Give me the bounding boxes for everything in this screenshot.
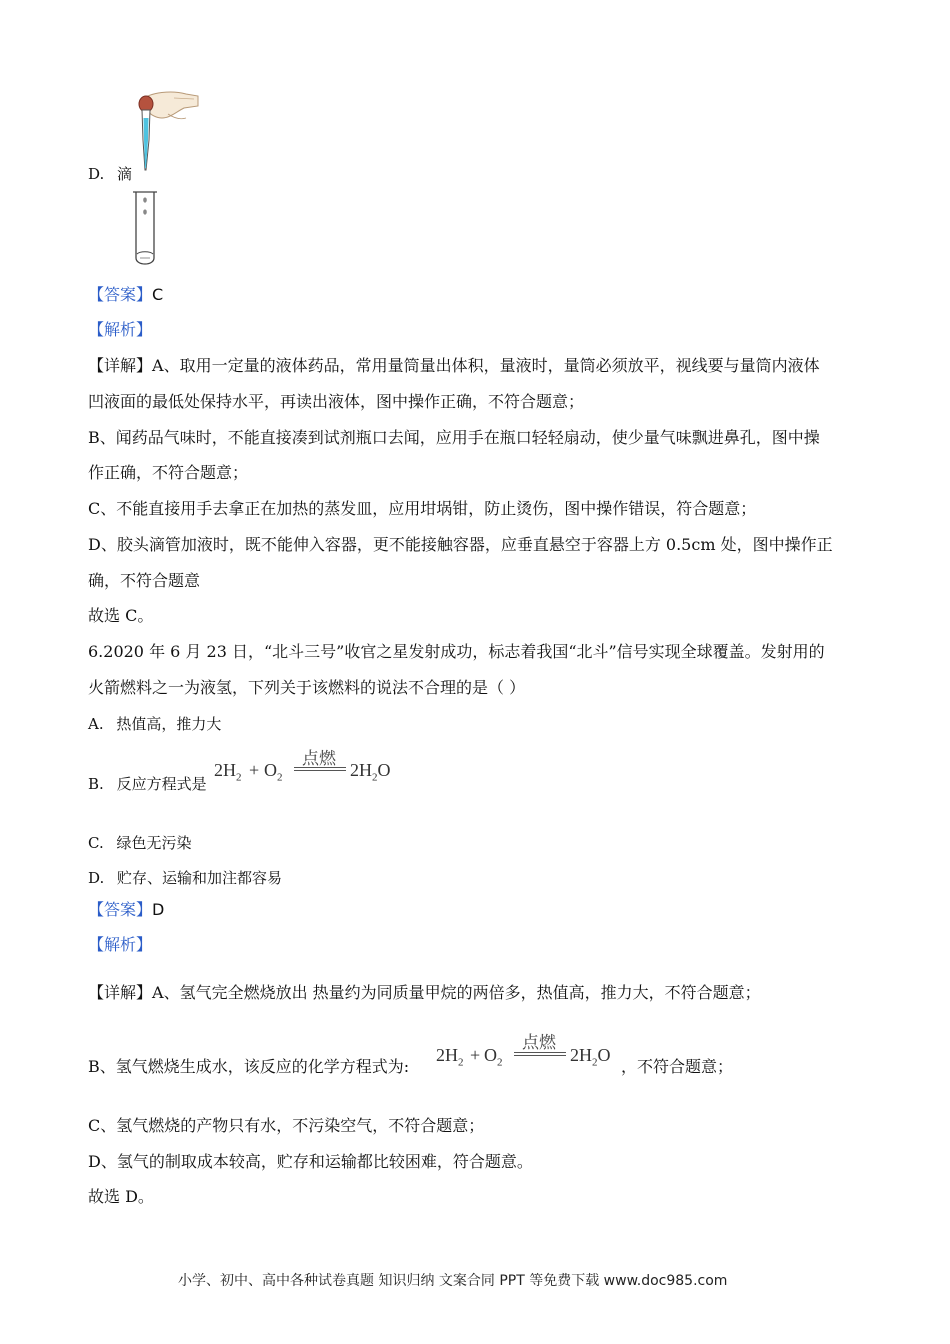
equation-lhs: [436, 1045, 464, 1069]
page-footer: 小学、初中、高中各种试卷真题 知识归纳 文案合同 PPT 等免费下载 www.doc985.com: [178, 1273, 728, 1289]
equation-rhs: [350, 760, 391, 784]
equation-double-bar-bottom: [294, 770, 346, 771]
q6-option-c: [88, 832, 192, 853]
lhs-coef: 2H: [214, 760, 236, 780]
detail-label: 【详解】: [88, 356, 153, 375]
q6-stem-line1: 6.2020 年 6 月 23 日，“北斗三号”收官之星发射成功，标志着我国“北斗”信号实现全球覆盖。发射用的: [88, 642, 825, 661]
o-symbol: O: [484, 1045, 497, 1065]
o-symbol: O: [264, 760, 277, 780]
lhs-sub: 2: [236, 771, 242, 784]
answer-value: D: [152, 900, 165, 919]
equation-condition: 点燃: [522, 1033, 556, 1052]
q6-analysis-label: 【解析】: [88, 935, 153, 954]
answer-label: 【答案】: [88, 285, 153, 304]
equation-lhs: [214, 760, 242, 784]
q5-answer: [88, 285, 163, 305]
equation-o2: [484, 1045, 503, 1069]
rhs-sub: 2: [592, 1056, 598, 1069]
rhs-tail: O: [597, 1045, 611, 1065]
equation-condition: 点燃: [302, 749, 336, 768]
equation-o2: [264, 760, 283, 784]
q6-option-d: [88, 867, 282, 888]
equation-plus: +: [470, 1045, 481, 1065]
option-text: 贮存、运输和加注都容易: [117, 869, 283, 887]
option-text: 热值高，推力大: [116, 715, 222, 733]
option-letter: D.: [88, 165, 105, 183]
q5-detail-b-line1: B、闻药品气味时，不能直接凑到试剂瓶口去闻，应用手在瓶口轻轻扇动，使少量气味飘进鼻孔，图中操: [88, 428, 820, 447]
equation-double-bar-top: [514, 1052, 566, 1053]
equation-double-bar-top: [294, 767, 346, 768]
q6-detail-d-line: D、氢气的制取成本较高，贮存和运输都比较困难，符合题意。: [88, 1152, 533, 1171]
option-letter: A.: [88, 715, 104, 733]
q6-detail-a-line: [88, 983, 761, 1003]
q5-detail-c-line: C、不能直接用手去拿正在加热的蒸发皿，应用坩埚钳，防止烫伤，图中操作错误，符合题意；: [88, 499, 757, 518]
rhs-tail: O: [377, 760, 391, 780]
q6-stem-line2: 火箭燃料之一为液氢，下列关于该燃料的说法不合理的是（ ）: [88, 678, 526, 697]
option-letter: C.: [88, 834, 104, 852]
q5-detail-b-line2: 作正确，不符合题意；: [88, 463, 249, 482]
q6-option-b: [88, 773, 207, 794]
q5-conclusion: 故选 C。: [88, 606, 154, 625]
option-text: 滴: [117, 165, 133, 183]
q5-detail-a-line1: [88, 356, 820, 376]
option-letter: B.: [88, 775, 104, 793]
q6-detail-c-line: C、氢气燃烧的产物只有水，不污染空气，不符合题意；: [88, 1116, 485, 1135]
q5-detail-d-line1: D、胶头滴管加液时，既不能伸入容器，更不能接触容器，应垂直悬空于容器上方 0.5cm 处，图中操作正: [88, 535, 833, 554]
equation-plus: +: [249, 760, 260, 780]
q5-detail-a-line2: 凹液面的最低处保持水平，再读出液体，图中操作正确，不符合题意；: [88, 392, 585, 411]
rhs-sub: 2: [372, 771, 378, 784]
lhs-sub: 2: [458, 1056, 464, 1069]
o-sub: 2: [277, 771, 283, 784]
q6-option-a: [88, 713, 221, 734]
detail-text: A、取用一定量的液体药品，常用量筒量出体积，量液时，量筒必须放平，视线要与量筒内液体: [152, 356, 820, 375]
rhs-coef: 2H: [350, 760, 372, 780]
q5-analysis-label: 【解析】: [88, 320, 153, 339]
equation-rhs: [570, 1045, 611, 1069]
equation-double-bar-bottom: [514, 1055, 566, 1056]
q6-detail-b-suffix: ，不符合题意；: [621, 1057, 734, 1076]
lhs-coef: 2H: [436, 1045, 458, 1065]
detail-text: A、氢气完全燃烧放出 热量约为同质量甲烷的两倍多，热值高，推力大，不符合题意；: [152, 983, 761, 1002]
q6-conclusion: 故选 D。: [88, 1187, 154, 1206]
q6-answer: [88, 900, 164, 920]
dropper-test-tube-illustration: [128, 88, 208, 270]
q6-option-b-equation: [214, 740, 404, 784]
q5-detail-d-line2: 确，不符合题意: [88, 571, 201, 590]
rhs-coef: 2H: [570, 1045, 592, 1065]
q6-detail-b-equation: [436, 1024, 622, 1070]
option-letter: D.: [88, 869, 105, 887]
option-text: 反应方程式是: [116, 775, 207, 793]
o-sub: 2: [497, 1056, 503, 1069]
detail-label: 【详解】: [88, 983, 153, 1002]
answer-label: 【答案】: [88, 900, 153, 919]
q5-option-d: [88, 163, 132, 184]
q6-detail-b-prefix: B、氢气燃烧生成水，该反应的化学方程式为:: [88, 1057, 410, 1076]
answer-value: C: [152, 285, 164, 304]
option-text: 绿色无污染: [116, 834, 192, 852]
